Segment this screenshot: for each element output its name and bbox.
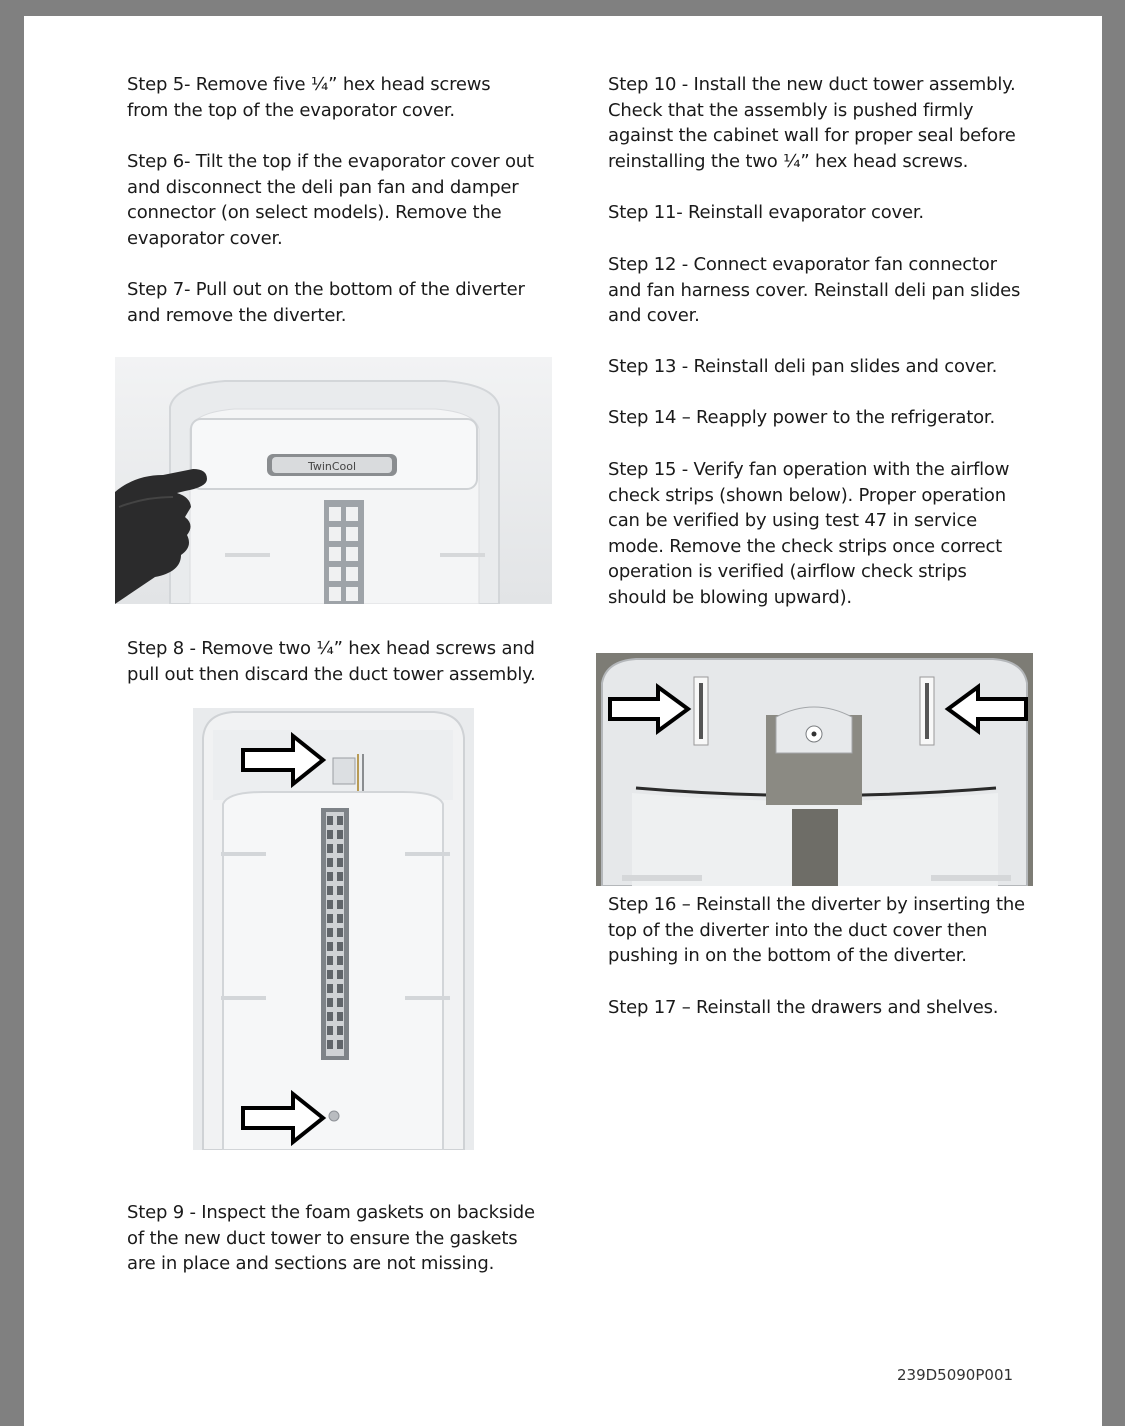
step-10-text: Step 10 - Install the new duct tower assembly. Check that the assembly is pushed firmly against the cabinet wall for proper seal before reinstalling the two ¼” hex head screws. <box>608 74 1016 172</box>
step-11-text: Step 11- Reinstall evaporator cover. <box>608 202 924 223</box>
step-8-text: Step 8 - Remove two ¼” hex head screws and pull out then discard the duct tower assembly. <box>127 638 536 685</box>
step-16-text: Step 16 – Reinstall the diverter by inserting the top of the diverter into the duct cover then pushing in on the bottom of the diverter. <box>608 894 1025 967</box>
step-17-text: Step 17 – Reinstall the drawers and shelves. <box>608 997 999 1018</box>
duct-tower-image <box>193 708 474 1150</box>
part-number: 239D5090P001 <box>897 1366 1014 1384</box>
airflow-strips-image <box>596 653 1033 886</box>
diverter-removal-image <box>115 357 552 604</box>
diverter-removal-photo <box>115 357 552 604</box>
airflow-strips-photo <box>596 653 1033 886</box>
step-12-text: Step 12 - Connect evaporator fan connector and fan harness cover. Reinstall deli pan slides and cover. <box>608 254 1021 327</box>
svg-text:TwinCool: TwinCool <box>307 460 357 473</box>
step-6-text: Step 6- Tilt the top if the evaporator cover out and disconnect the deli pan fan and damper connector (on select models). Remove the evaporator cover. <box>127 151 534 249</box>
step-14-text: Step 14 – Reapply power to the refrigerator. <box>608 407 995 428</box>
duct-tower-photo <box>193 708 474 1150</box>
step-5-text: Step 5- Remove five ¼” hex head screws from the top of the evaporator cover. <box>127 74 491 121</box>
step-13-text: Step 13 - Reinstall deli pan slides and cover. <box>608 356 998 377</box>
document-page <box>24 16 1102 1426</box>
step-9-text: Step 9 - Inspect the foam gaskets on backside of the new duct tower to ensure the gaskets are in place and sections are not missing. <box>127 1202 535 1275</box>
step-15-text: Step 15 - Verify fan operation with the airflow check strips (shown below). Proper operation can be verified by using test 47 in service mode. Remove the check strips once correct operation is verified (airflow check strips should be blowing upward). <box>608 459 1010 608</box>
step-7-text: Step 7- Pull out on the bottom of the diverter and remove the diverter. <box>127 279 525 326</box>
